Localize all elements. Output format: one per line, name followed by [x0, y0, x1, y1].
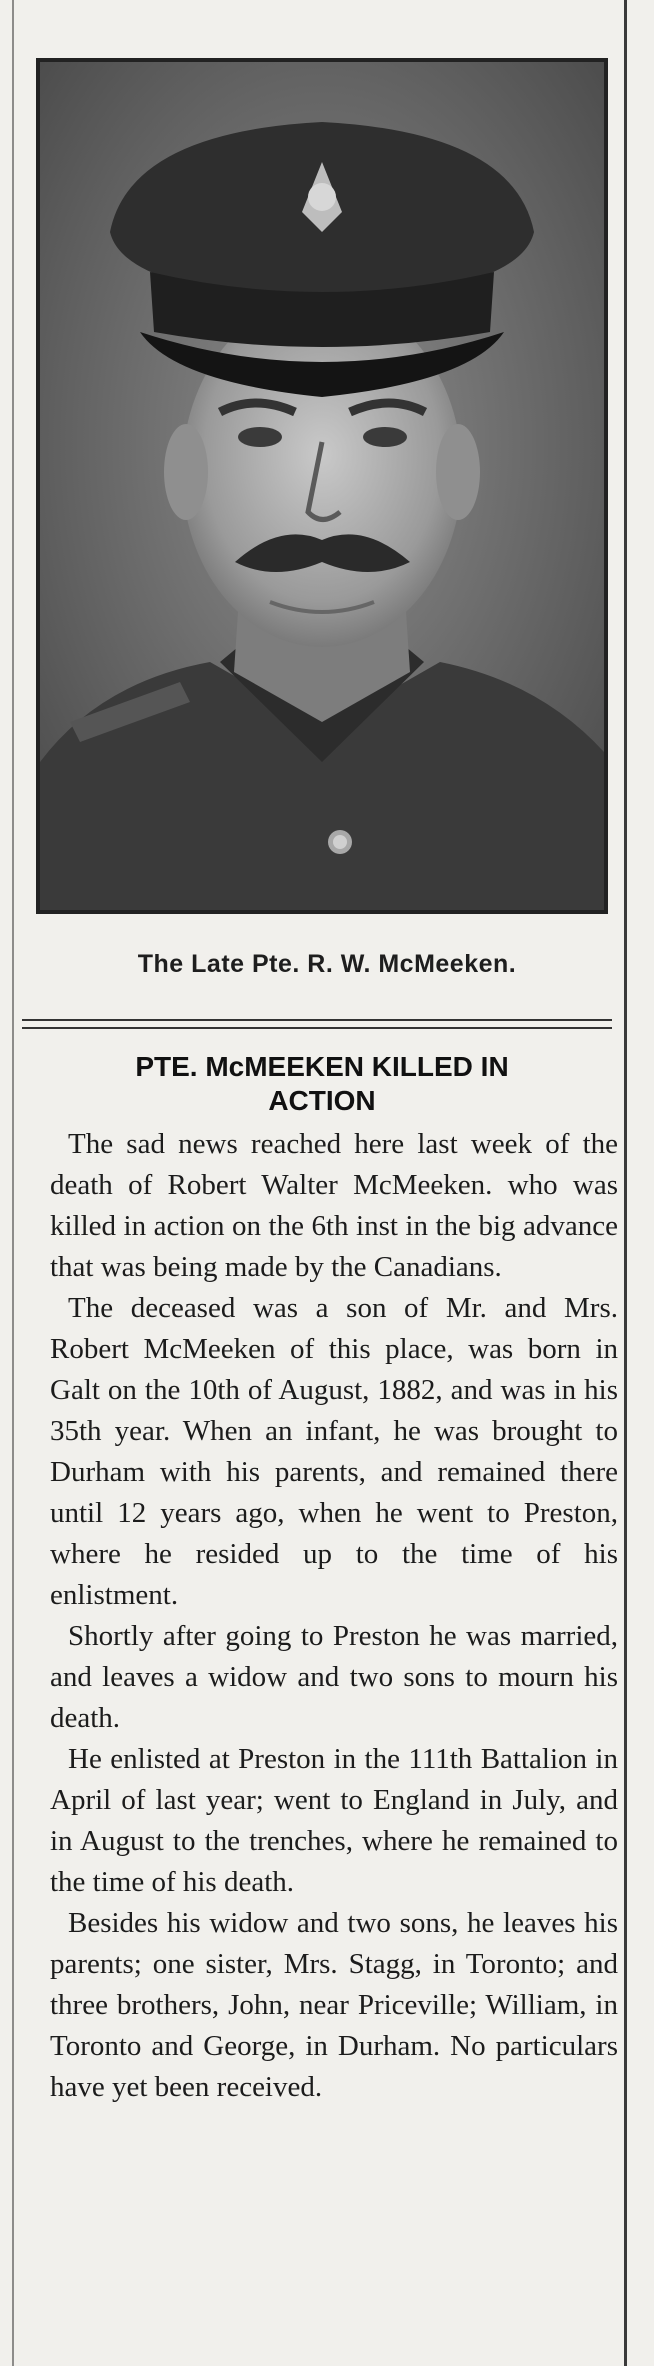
column-rule-right	[624, 0, 627, 2366]
paragraph-5: Besides his widow and two sons, he leaves his parents; one sister, Mrs. Stagg, in Toronto; and three brothers, John, near Priceville; William, in Toronto and George, in Durham. No particulars have yet been received.	[50, 1907, 618, 2103]
paragraph-3: Shortly after going to Preston he was married, and leaves a widow and two sons to mourn his death.	[50, 1620, 618, 1734]
headline-line-1: PTE. McMEEKEN KILLED IN	[135, 1051, 509, 1082]
portrait-illustration	[40, 62, 604, 910]
portrait-photo	[36, 58, 608, 914]
paragraph-2: The deceased was a son of Mr. and Mrs. Robert McMeeken of this place, was born in Galt on the 10th of August, 1882, and was in his 35th year. When an infant, he was brought to Durham with his parents, and remained there until 12 years ago, when he went to Preston, where he resided up to the time of his enlistment.	[50, 1292, 618, 1611]
article-headline	[22, 1050, 622, 1118]
paragraph-4: He enlisted at Preston in the 111th Battalion in April of last year; went to England in July, and in August to the trenches, where he remained to the time of his death.	[50, 1743, 618, 1898]
paragraph-1: The sad news reached here last week of the death of Robert Walter McMeeken. who was killed in action on the 6th inst in the big advance that was being made by the Canadians.	[50, 1128, 618, 1283]
article-body	[50, 1124, 618, 2108]
column-rule-left	[12, 0, 14, 2366]
headline-line-2: ACTION	[268, 1085, 376, 1116]
section-divider	[22, 1019, 612, 1029]
photo-caption: The Late Pte. R. W. McMeeken.	[137, 950, 517, 978]
